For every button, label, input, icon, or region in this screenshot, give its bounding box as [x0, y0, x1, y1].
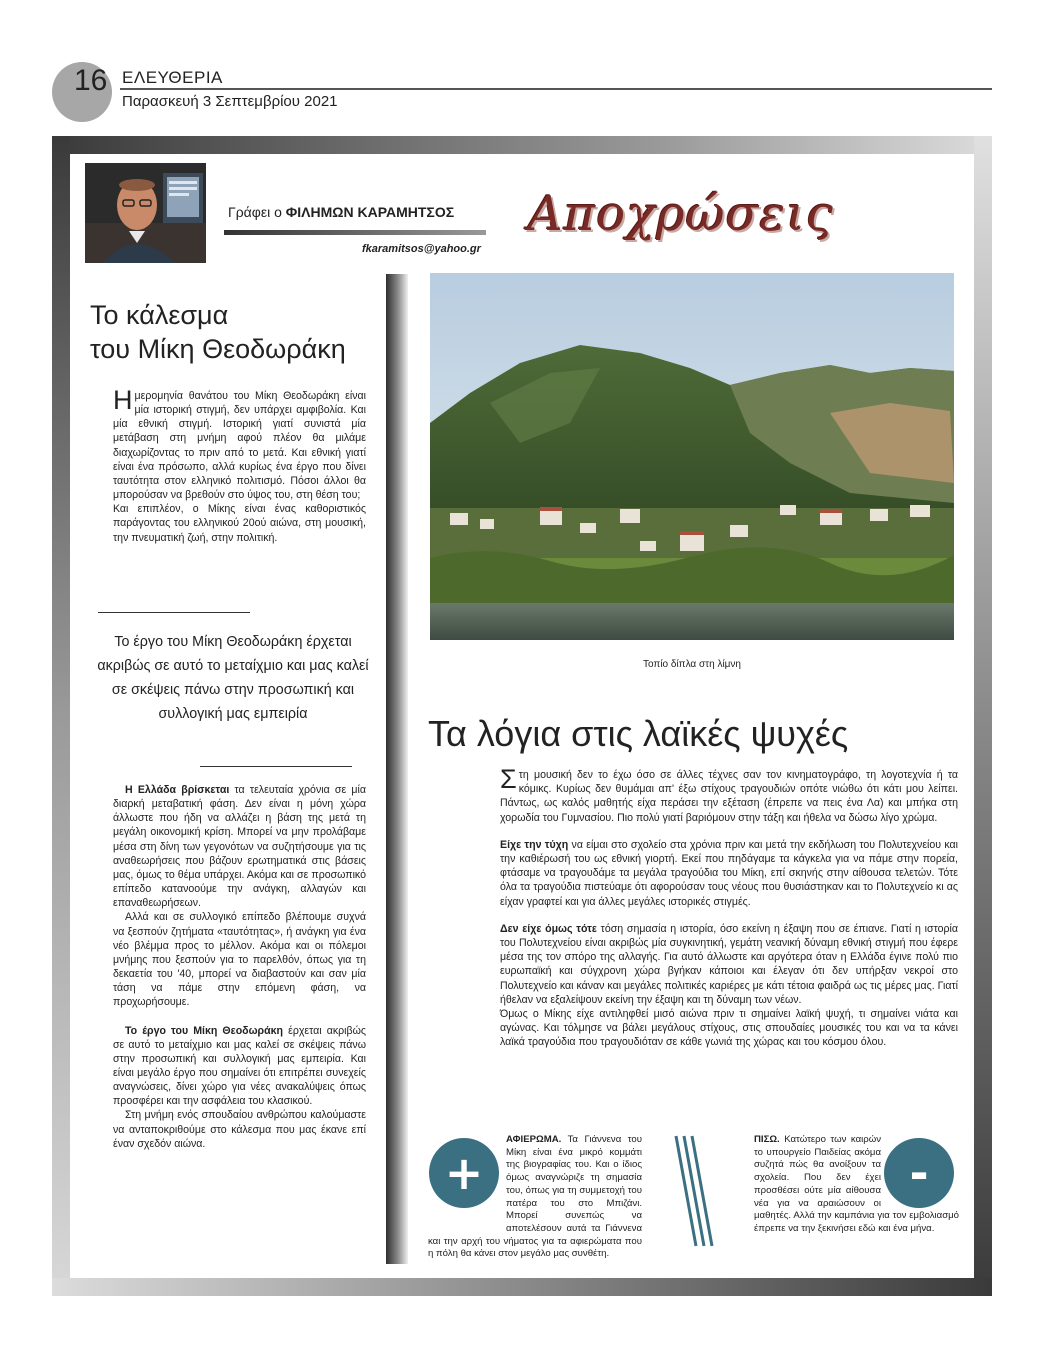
pull-quote: Το έργο του Μίκη Θεοδωράκη έρχεται ακριβώς σε αυτό το μεταίχμιο και μας καλεί σε σκέψεις πάνω στην προσωπική και συλλογική μας εμπειρία [97, 634, 369, 722]
minus-badge-icon: - [884, 1138, 954, 1208]
minus-box-body: Κατώτερο των καιρών το υπουργείο Παιδείας ακόμα συζητά πώς θα ανοίξουν τα σχολεία. Που δεν έχει προσθέσει ούτε μία αίθουσα νέα για να αραιώσουν οι μαθητές. Αλλά την καμπάνια για τον εμβολιασμό έπρεπε να την ξεκινήσει εδώ και ένα μήνα. [754, 1134, 959, 1234]
p2-text: Αλλά και σε συλλογικό επίπεδο βλέπουμε συχνά να ξεσπούν ζητήματα «ταυτότητας», ή ανάγκη για ένα νέο βλέμμα προς το μέλλον. Ακόμα και οι πόλεμοι μνήμης που ξεσπούν για το παρελθόν, όπως για τη δεκαετία του '40, μπορεί να διαβαστούν και σαν μία τάση να πάμε στην επόμενη φάση, να προχωρήσουμε. [113, 911, 366, 1009]
masthead-rule [120, 88, 992, 90]
p1-text: τα τελευταία χρόνια σε μία διαρκή μεταβατική φάση. Δεν είναι η μόνη χώρα άλλωστε που ήδη να αλλάζει η βάση της μετά τη μεγάλη οικονομική κρίση. Μπορεί να μην προλάβαμε μέσα στη δίνη των γεγονότων να συζητήσουμε για τις αναθεωρήσεις που βάζουν ερωτηματικά στις βάσεις μας, όμως το θέμα υπάρχει. Ακόμα και σε προσωπικό επίπεδο κατανοούμε την ανάγκη, αλλαγών και επαναθεωρήσεων. [113, 784, 366, 910]
photo-caption: Τοπίο δίπλα στη λίμνη [643, 659, 741, 670]
author-email[interactable]: fkaramitsos@yahoo.gr [362, 243, 481, 255]
plus-box-body: Τα Γιάννενα του Μίκη είναι ένα μικρό κομμάτι της βιογραφίας του. Και ο ίδιος όμως αναγνώριζε τη σημασία του, όπως για τη συμμετοχή του πατέρα του στο Μπιζάνι. Μπορεί συνεπώς να αποτελέσουν αυτά τα Γιάννενα και την αρχή του νήματος για τα αφιερώματα που η πόλη θα κάνει στον μεγάλο μας συνθέτη. [428, 1134, 642, 1260]
minus-box-lead: ΠΙΣΩ. [754, 1134, 780, 1145]
separator-slashes-icon [670, 1134, 720, 1249]
p3-lead: Το έργο του Μίκη Θεοδωράκη [125, 1024, 283, 1037]
newspaper-name: ΕΛΕΥΘΕΡΙΑ [122, 68, 223, 87]
plus-box-lead: ΑΦΙΕΡΩΜΑ. [506, 1134, 562, 1145]
pull-quote-rule-top [98, 612, 250, 613]
right-p4-text: Όμως ο Μίκης είχε αντιληφθεί μισό αιώνα πριν τι σημαίνει λαϊκή ψυχή, τι σημαίνει νιάτα και αγώνας. Και τόλμησε να βάλει μεγάλους στίχους, στις σπουδαίες μουσικές του και να τα κάνει λαϊκά τραγούδια που τραγουδιόταν σε κάθε γωνιά της χώρας και του κόσμου όλου. [500, 1008, 958, 1049]
issue-date: Παρασκευή 3 Σεπτεμβρίου 2021 [122, 93, 338, 110]
author-name: ΦΙΛΗΜΩΝ ΚΑΡΑΜΗΤΣΟΣ [285, 204, 455, 220]
intro-text-2: Και επιπλέον, ο Μίκης είναι ένας καθοριστικός παράγοντας του ελληνικού 20ού αιώνα, στη μουσική, την πνευματική ζωή, στην πολιτική. [113, 503, 366, 544]
left-title-line2: του Μίκη Θεοδωράκη [90, 334, 346, 364]
right-p2-lead: Είχε την τύχη [500, 838, 569, 851]
right-p3-text: τόση σημασία η ιστορία, όσο εκείνη η έξαψη που σε έπιανε. Γιατί η ιστορία του Πολυτεχνείου είναι ακριβώς μία συγκινητική, γεμάτη νεανική δύναμη εθνική στιγμή που έφερε μέσα της τον σπόρο της αλλαγής. Για αυτό άλλωστε και αργότερα όταν η Ελλάδα έγινε πολύ πιο ευρωπαϊκή και σύγχρονη χώρα βγήκαν κάποιοι και έλεγαν ότι δεν υπήρξαν νεκροί στο Πολυτεχνείο και κάναν και μεγάλες πολιτικές καριέρες με κάτι τέτοια φαιδρά ως τις μέρες μας. Γιατί ήθελαν να εξαλείψουν εκείνη την έξαψη και τη δύναμη των νέων. [500, 922, 958, 1006]
right-dropcap: Σ [500, 764, 517, 794]
byline-prefix: Γράφει ο [228, 204, 282, 220]
right-p2-text: να είμαι στο σχολείο στα χρόνια πριν και μετά την εκδήλωση του Πολυτεχνείου και την καθιέρωσή του ως εθνική γιορτή. Εκεί που πηδάγαμε τα κάγκελα για να πάμε στην πορεία, φτάσαμε να τραγουδάμε τα μεγάλα τραγούδια του Μίκη, επί σκηνής στην αίθουσα τελετών. Τότε όλα τα τραγούδια πιστεύαμε ότι αφορούσαν τους νέους που θυσιάστηκαν και το Πολυτεχνείο κι ας είχαν γραφτεί και για άλλες μεγάλες ιστορικές στιγμές. [500, 838, 958, 908]
author-photo [85, 163, 206, 263]
page-number: 16 [74, 64, 108, 97]
right-p1-text: τη μουσική δεν το έχω όσο σε άλλες τέχνες σαν τον κινηματογράφο, τη λογοτεχνία ή τα κόμικς. Κυρίως δεν θυμάμαι απ' έξω στίχους τραγουδιών οπότε νιώθω ότι κάτι μου λείπει. Πάντως, ως καλός μαθητής είχα περάσει την εξέταση (έπρεπε να πεις ένα Λα) και μπήκα στη χορωδία του Γυμνασίου. Πιο πολύ γιατί βαριόμουν στην τάξη και ήθελα να δώσω λίγο χρώμα. [500, 769, 958, 824]
frame-right-bar [974, 136, 992, 1296]
left-article-title [90, 298, 380, 366]
author-byline [228, 204, 454, 220]
pull-quote-rule-bottom [200, 766, 352, 767]
column-divider [386, 274, 408, 1264]
right-article-title: Τα λόγια στις λαϊκές ψυχές [428, 713, 849, 754]
frame-top-bar [52, 136, 992, 154]
author-portrait-image [85, 163, 206, 263]
frame-left-bar [52, 136, 70, 1296]
minus-box-text [754, 1134, 959, 1236]
plus-badge-icon: + [429, 1138, 499, 1208]
p4-text: Στη μνήμη ενός σπουδαίου ανθρώπου καλούμαστε να ανταποκριθούμε στο κάλεσμα που μας έκανε επί έναν σχεδόν αιώνα. [113, 1109, 366, 1150]
plus-box-text [428, 1134, 642, 1261]
column-logo: Αποχρώσεις [528, 186, 834, 242]
intro-text: μερομηνία θανάτου του Μίκη Θεοδωράκη είναι μία ιστορική στιγμή, δεν υπάρχει αμφιβολία. Και μία εθνική στιγμή. Ιστορική γιατί συνιστά μία μετάβαση στη μνήμη αφού πλέον θα μιλάμε διαχωρίζοντας το πριν από το μετά. Και εθνική γιατί είναι ένα πρόσωπο, αλλά κυρίως ένα έργο που δίνει ταυτότητα στον ελληνικό πολιτισμό. Πόσοι άλλοι θα μπορούσαν να βρεθούν στο ύψος του, στη θέση του; [113, 390, 366, 502]
landscape-photo [430, 273, 954, 640]
minus-badge-spacer [881, 1134, 959, 1206]
author-rule [224, 230, 486, 235]
p1-lead: Η Ελλάδα βρίσκεται [125, 784, 230, 796]
frame-bottom-bar [52, 1278, 992, 1296]
right-article-body [500, 764, 958, 1050]
right-p3-lead: Δεν είχε όμως τότε [500, 922, 597, 935]
left-body [113, 783, 366, 1151]
p3-text: έρχεται ακριβώς σε αυτό το μεταίχμιο και μας καλεί σε σκέψεις πάνω στην προσωπική και συλλογική μας εμπειρία. Και είναι μεγάλο έργο που σημαίνει ότι επιτρέπει συνεχείς αναγνώσεις, δίνει χώρο για νέες ανακαλύψεις όπως προσφέρει και την ασφάλεια του κλασικού. [113, 1024, 366, 1108]
lake-village-image [430, 273, 954, 640]
plus-badge-spacer [428, 1134, 506, 1232]
left-title-line1: Το κάλεσμα [90, 300, 229, 330]
left-intro [113, 385, 366, 545]
intro-dropcap: Η [113, 385, 133, 415]
